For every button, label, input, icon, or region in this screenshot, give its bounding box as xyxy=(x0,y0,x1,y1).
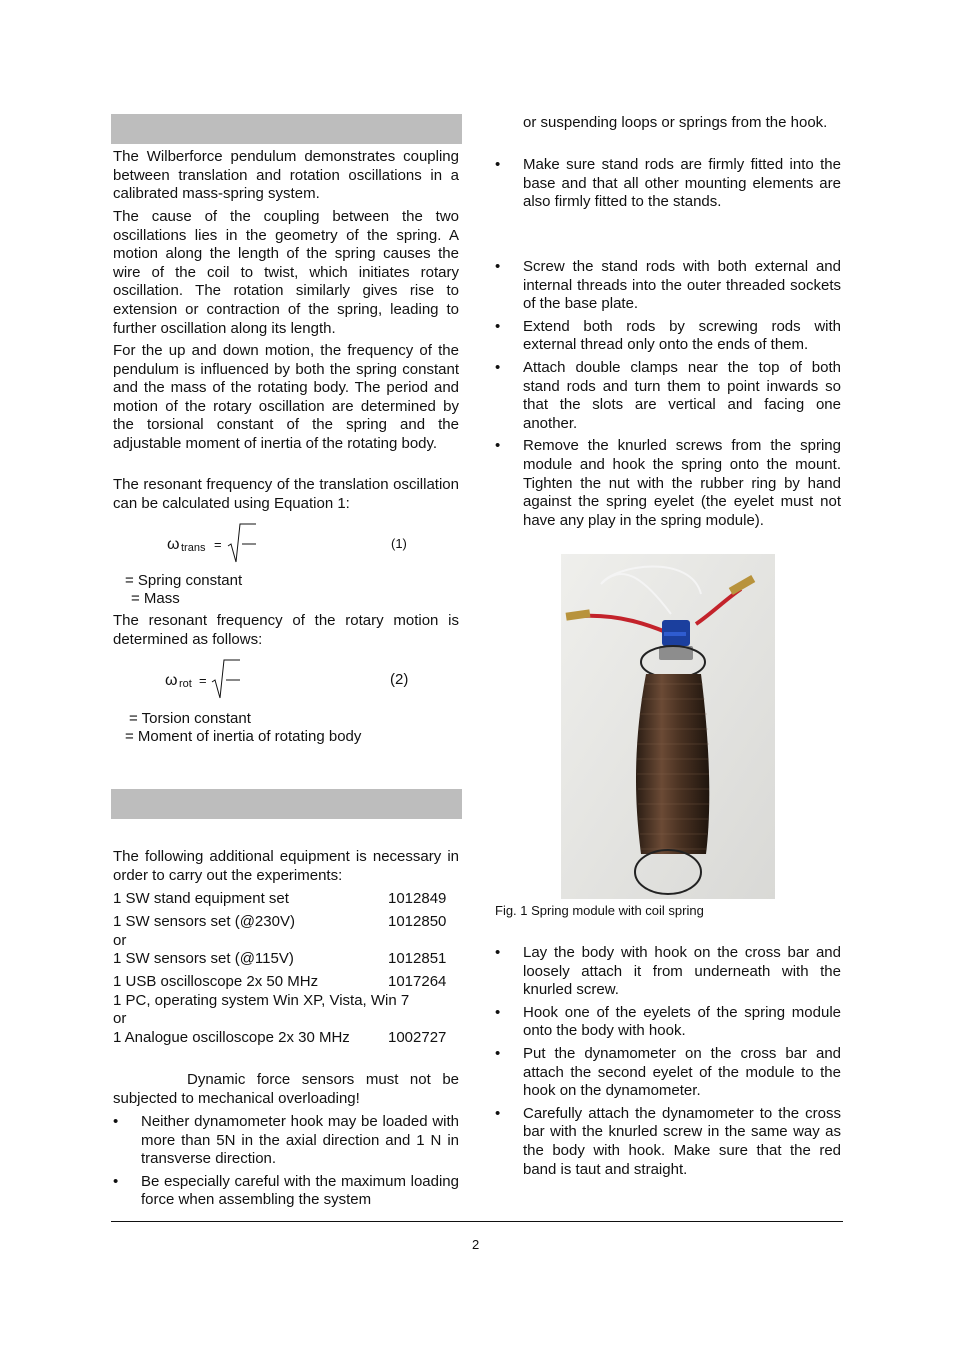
section-header-bar-2 xyxy=(111,789,462,819)
spring-module-photo xyxy=(561,554,775,899)
eq1-subscript: trans xyxy=(181,542,206,554)
equipment-name: 1 PC, operating system Win XP, Vista, Win 7 xyxy=(113,992,410,1009)
list-item: • Carefully attach the dynamometer to the cross bar with the knurled screw in the same way as the body with hook. Make sure that the red band is taut and straight. xyxy=(495,1105,841,1179)
intro-paragraph-1: The Wilberforce pendulum demonstrates coupling between translation and rotation oscillations in a calibrated mass-spring system. xyxy=(113,148,459,203)
equipment-row xyxy=(113,1029,459,1048)
list-item: • Be especially careful with the maximum loading force when assembling the system xyxy=(113,1173,459,1210)
warning-bullet-list xyxy=(113,1113,459,1214)
equipment-name: or xyxy=(113,932,127,949)
intro-paragraph-4: The resonant frequency of the translation oscillation can be calculated using Equation 1: xyxy=(113,476,459,512)
equipment-row xyxy=(113,950,459,969)
equipment-row xyxy=(113,1010,459,1029)
page-number: 2 xyxy=(472,1237,480,1252)
equipment-name: 1 SW sensors set (@230V) xyxy=(113,913,295,930)
eq2-symbol: ω xyxy=(165,672,178,689)
def-torsion-constant: = Torsion constant xyxy=(129,710,251,727)
def-spring-constant: = Spring constant xyxy=(125,572,243,589)
equipment-code: 1012849 xyxy=(388,890,447,907)
list-item: • Put the dynamometer on the cross bar and attach the second eyelet of the module to the hook on the dynamometer. xyxy=(495,1045,841,1101)
eq2-equals: = xyxy=(199,673,207,688)
equipment-name: 1 Analogue oscilloscope 2x 30 MHz xyxy=(113,1029,350,1046)
equipment-row xyxy=(113,973,459,992)
continued-text: or suspending loops or springs from the hook. xyxy=(523,114,828,131)
def-moment-of-inertia: = Moment of inertia of rotating body xyxy=(125,728,362,745)
bullet-list-3 xyxy=(495,944,841,1183)
warning-text: Dynamic force sensors must not be subjected to mechanical overloading! xyxy=(113,1071,459,1107)
footer-divider xyxy=(111,1221,843,1222)
list-item: • Screw the stand rods with both external and internal threads into the outer threaded sockets of the base plate. xyxy=(495,258,841,314)
bullet-list-2 xyxy=(495,258,841,534)
list-item: • Attach double clamps near the top of both stand rods and turn them to point inwards so that the slots are vertical and facing one another. xyxy=(495,359,841,433)
equation-2-number: (2) xyxy=(390,671,409,688)
list-item: • Hook one of the eyelets of the spring module onto the body with hook. xyxy=(495,1004,841,1041)
equipment-code: 1002727 xyxy=(388,1029,447,1046)
equation-2 xyxy=(165,656,265,702)
sqrt-sign-icon xyxy=(210,656,250,702)
bullet-list-1 xyxy=(495,156,841,216)
equipment-intro: The following additional equipment is necessary in order to carry out the experiments: xyxy=(113,848,459,884)
equipment-code: 1017264 xyxy=(388,973,447,990)
section-header-bar-1 xyxy=(111,114,462,144)
equipment-code: 1012850 xyxy=(388,913,447,930)
equation-1-number: (1) xyxy=(391,536,407,551)
equipment-row xyxy=(113,913,459,932)
def-mass: = Mass xyxy=(131,590,180,607)
eq1-symbol: ω xyxy=(167,536,180,553)
list-item: • Lay the body with hook on the cross bar and loosely attach it from underneath with the knurled screw. xyxy=(495,944,841,1000)
figure-caption: Fig. 1 Spring module with coil spring xyxy=(495,903,704,918)
eq1-equals: = xyxy=(214,537,222,552)
list-item: • Remove the knurled screws from the spring module and hook the spring onto the mount. Tighten the nut with the rubber ring by hand against the spring eyelet (the eyelet must not have any play in the spring module). xyxy=(495,437,841,530)
equipment-row xyxy=(113,890,459,909)
list-item: • Make sure stand rods are firmly fitted into the base and that all other mounting elements are also firmly fitted to the stands. xyxy=(495,156,841,212)
equipment-name: 1 SW stand equipment set xyxy=(113,890,289,907)
sqrt-sign-icon xyxy=(226,520,266,566)
intro-paragraph-2: The cause of the coupling between the two oscillations lies in the geometry of the spring. A motion along the length of the spring causes the wire of the coil to twist, which initiates rotary oscillation. The rotation similarly gives rise to extension or contraction of the spring, leading to further oscillation along its length. xyxy=(113,208,459,337)
equipment-row xyxy=(113,992,459,1011)
equipment-name: or xyxy=(113,1010,127,1027)
eq2-subscript: rot xyxy=(179,678,192,690)
equipment-code: 1012851 xyxy=(388,950,447,967)
equipment-name: 1 USB oscilloscope 2x 50 MHz xyxy=(113,973,319,990)
equation-1 xyxy=(167,520,277,566)
equipment-name: 1 SW sensors set (@115V) xyxy=(113,950,294,967)
intro-paragraph-5: The resonant frequency of the rotary motion is determined as follows: xyxy=(113,612,459,648)
intro-paragraph-3: For the up and down motion, the frequency of the pendulum is influenced by both the spring constant and the mass of the rotating body. The period and motion of the rotary oscillation are determined by the torsional constant of the spring and the adjustable moment of inertia of the rotating body. xyxy=(113,342,459,452)
list-item: • Neither dynamometer hook may be loaded with more than 5N in the axial direction and 1 N in transverse direction. xyxy=(113,1113,459,1169)
list-item: • Extend both rods by screwing rods with external thread only onto the ends of them. xyxy=(495,318,841,355)
spring-module-illustration xyxy=(561,554,775,899)
equipment-row xyxy=(113,932,459,951)
